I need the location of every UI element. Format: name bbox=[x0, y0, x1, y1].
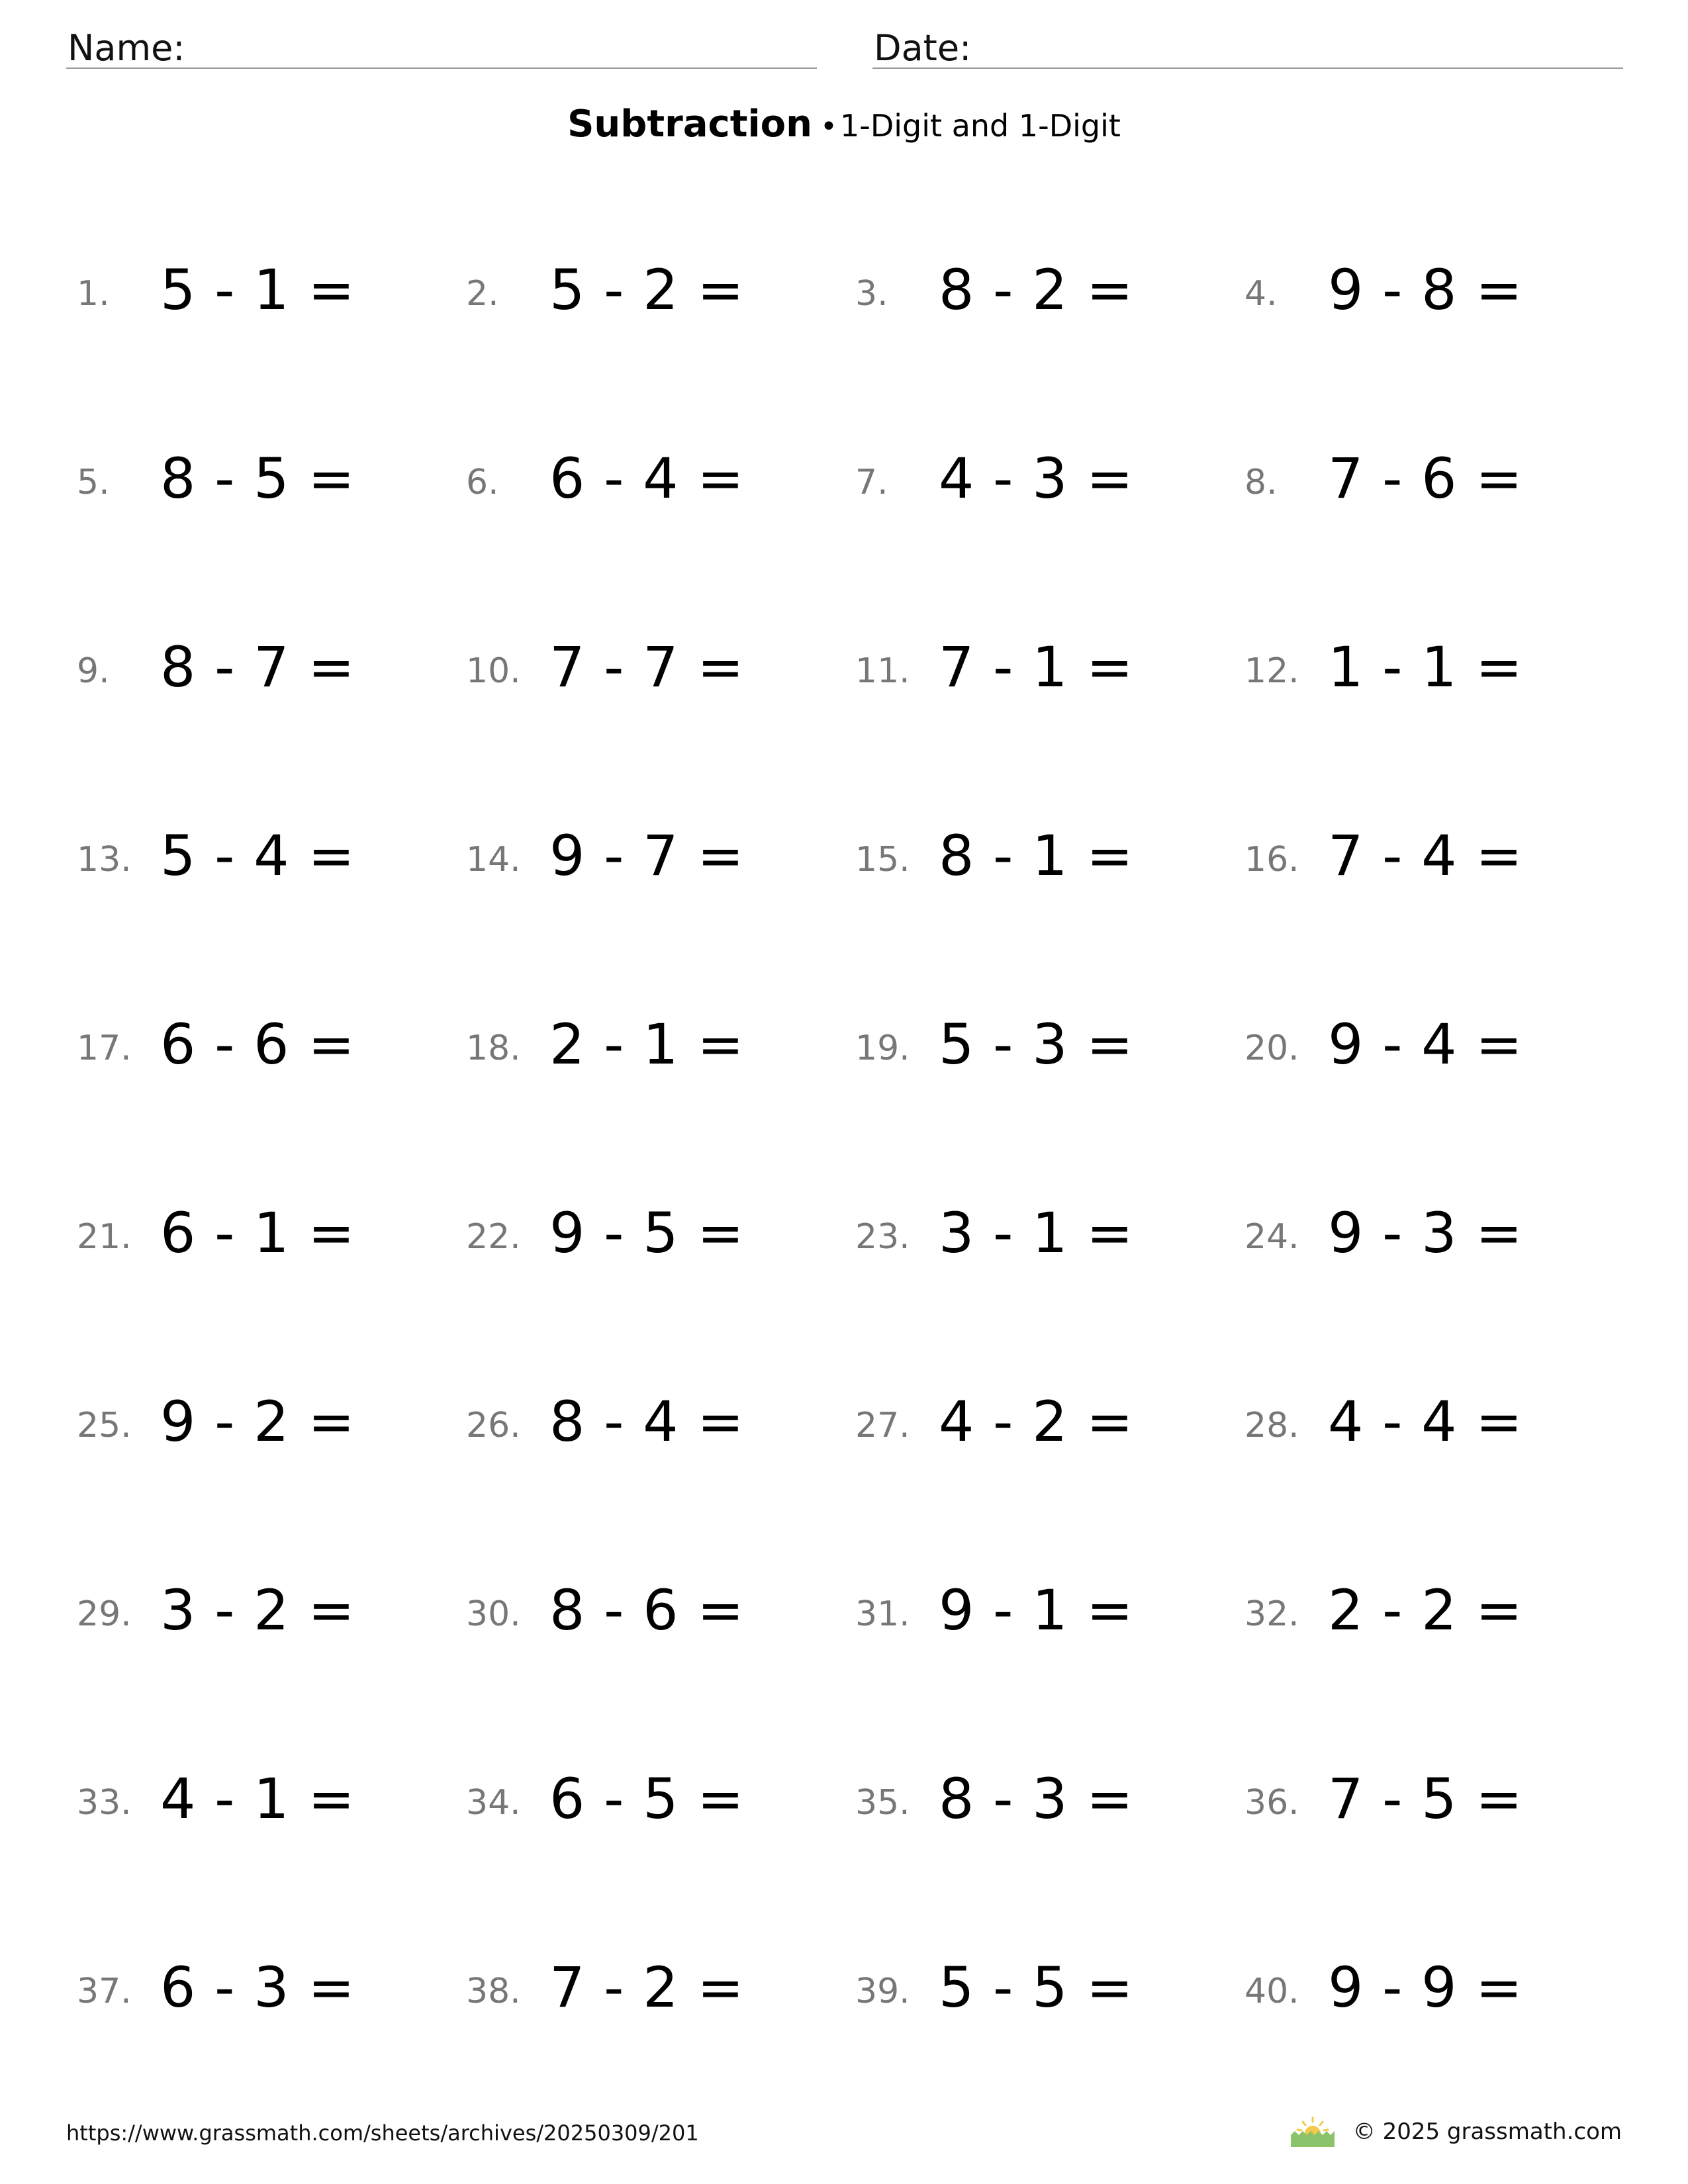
problem-item bbox=[466, 222, 855, 411]
worksheet-title bbox=[0, 103, 1688, 146]
problem-item bbox=[466, 1165, 855, 1354]
sun-over-grass-icon bbox=[1289, 2115, 1336, 2148]
title-separator: • bbox=[820, 110, 837, 144]
problem-expression: 6 - 1 = bbox=[160, 1201, 355, 1265]
problem-number: 26. bbox=[466, 1406, 521, 1445]
problem-number: 24. bbox=[1244, 1217, 1299, 1257]
problem-item bbox=[855, 1165, 1244, 1354]
problem-item bbox=[77, 1165, 466, 1354]
problem-number: 23. bbox=[855, 1217, 910, 1257]
problem-number: 2. bbox=[466, 274, 499, 314]
problem-item bbox=[1244, 977, 1634, 1165]
problem-number: 15. bbox=[855, 840, 910, 880]
problem-number: 16. bbox=[1244, 840, 1299, 880]
date-field[interactable] bbox=[872, 20, 1623, 69]
problem-number: 20. bbox=[1244, 1028, 1299, 1068]
problem-expression: 8 - 1 = bbox=[939, 823, 1134, 888]
problem-item bbox=[855, 600, 1244, 788]
problem-item bbox=[77, 1920, 466, 2109]
footer-brand bbox=[1289, 2115, 1622, 2148]
problem-expression: 9 - 1 = bbox=[939, 1578, 1134, 1643]
name-field[interactable] bbox=[66, 20, 817, 69]
problem-expression: 7 - 4 = bbox=[1328, 823, 1523, 888]
problem-number: 36. bbox=[1244, 1783, 1299, 1823]
problem-item bbox=[466, 600, 855, 788]
problem-number: 4. bbox=[1244, 274, 1278, 314]
problem-number: 31. bbox=[855, 1594, 910, 1634]
problem-number: 21. bbox=[77, 1217, 132, 1257]
problem-number: 1. bbox=[77, 274, 110, 314]
problem-number: 12. bbox=[1244, 651, 1299, 691]
problem-expression: 9 - 5 = bbox=[549, 1201, 745, 1265]
name-label: Name: bbox=[68, 27, 185, 69]
problem-expression: 9 - 4 = bbox=[1328, 1012, 1523, 1077]
problem-item bbox=[77, 977, 466, 1165]
problem-expression: 5 - 5 = bbox=[939, 1955, 1134, 2020]
problem-item bbox=[855, 1731, 1244, 1920]
problem-item bbox=[77, 222, 466, 411]
problem-expression: 8 - 6 = bbox=[549, 1578, 745, 1643]
problem-item bbox=[466, 788, 855, 977]
problem-expression: 9 - 2 = bbox=[160, 1389, 355, 1454]
problem-expression: 4 - 2 = bbox=[939, 1389, 1134, 1454]
problem-item bbox=[77, 1731, 466, 1920]
problem-number: 25. bbox=[77, 1406, 132, 1445]
problem-expression: 6 - 4 = bbox=[549, 446, 745, 511]
problem-item bbox=[855, 1354, 1244, 1543]
problem-expression: 2 - 2 = bbox=[1328, 1578, 1523, 1643]
problem-item bbox=[466, 411, 855, 600]
problem-number: 18. bbox=[466, 1028, 521, 1068]
problem-expression: 8 - 7 = bbox=[160, 635, 355, 700]
problem-item bbox=[466, 1731, 855, 1920]
footer-url[interactable]: https://www.grassmath.com/sheets/archives/20250309/201 bbox=[66, 2120, 699, 2146]
problem-item bbox=[466, 1543, 855, 1731]
problem-item bbox=[855, 222, 1244, 411]
problem-item bbox=[466, 1920, 855, 2109]
problem-number: 7. bbox=[855, 463, 888, 502]
problem-number: 30. bbox=[466, 1594, 521, 1634]
problem-expression: 5 - 3 = bbox=[939, 1012, 1134, 1077]
title-main: Subtraction bbox=[567, 103, 813, 146]
problem-expression: 8 - 3 = bbox=[939, 1766, 1134, 1831]
problem-expression: 5 - 2 = bbox=[549, 257, 745, 322]
problem-number: 29. bbox=[77, 1594, 132, 1634]
problem-expression: 2 - 1 = bbox=[549, 1012, 745, 1077]
problem-item bbox=[466, 1354, 855, 1543]
problem-expression: 3 - 2 = bbox=[160, 1578, 355, 1643]
copyright-text: © 2025 grassmath.com bbox=[1352, 2118, 1622, 2145]
problem-number: 37. bbox=[77, 1972, 132, 2011]
problem-item bbox=[466, 977, 855, 1165]
problem-expression: 1 - 1 = bbox=[1328, 635, 1523, 700]
problem-expression: 7 - 5 = bbox=[1328, 1766, 1523, 1831]
problem-expression: 8 - 2 = bbox=[939, 257, 1134, 322]
problem-number: 8. bbox=[1244, 463, 1278, 502]
problem-number: 14. bbox=[466, 840, 521, 880]
problem-item bbox=[1244, 1165, 1634, 1354]
problem-expression: 8 - 4 = bbox=[549, 1389, 745, 1454]
problem-number: 22. bbox=[466, 1217, 521, 1257]
problem-number: 38. bbox=[466, 1972, 521, 2011]
problem-expression: 7 - 6 = bbox=[1328, 446, 1523, 511]
problem-expression: 9 - 8 = bbox=[1328, 257, 1523, 322]
problem-item bbox=[77, 1543, 466, 1731]
problem-item bbox=[1244, 788, 1634, 977]
problem-item bbox=[1244, 222, 1634, 411]
title-subtitle: 1-Digit and 1-Digit bbox=[839, 108, 1121, 144]
problem-item bbox=[1244, 1354, 1634, 1543]
problem-number: 10. bbox=[466, 651, 521, 691]
problem-number: 3. bbox=[855, 274, 888, 314]
problem-item bbox=[855, 1920, 1244, 2109]
problem-item bbox=[77, 600, 466, 788]
problem-number: 6. bbox=[466, 463, 499, 502]
problem-number: 33. bbox=[77, 1783, 132, 1823]
problem-number: 27. bbox=[855, 1406, 910, 1445]
problem-number: 40. bbox=[1244, 1972, 1299, 2011]
problem-expression: 7 - 1 = bbox=[939, 635, 1134, 700]
problem-number: 13. bbox=[77, 840, 132, 880]
problem-expression: 4 - 3 = bbox=[939, 446, 1134, 511]
date-label: Date: bbox=[874, 27, 972, 69]
problem-number: 32. bbox=[1244, 1594, 1299, 1634]
problem-expression: 5 - 1 = bbox=[160, 257, 355, 322]
problem-expression: 9 - 9 = bbox=[1328, 1955, 1523, 2020]
problem-expression: 6 - 6 = bbox=[160, 1012, 355, 1077]
problem-expression: 5 - 4 = bbox=[160, 823, 355, 888]
problem-item bbox=[1244, 1731, 1634, 1920]
problem-item bbox=[1244, 1920, 1634, 2109]
problem-number: 11. bbox=[855, 651, 910, 691]
problem-item bbox=[77, 1354, 466, 1543]
problem-expression: 6 - 3 = bbox=[160, 1955, 355, 2020]
problem-item bbox=[1244, 1543, 1634, 1731]
problem-expression: 9 - 3 = bbox=[1328, 1201, 1523, 1265]
problem-grid bbox=[0, 222, 1688, 2115]
problem-number: 35. bbox=[855, 1783, 910, 1823]
problem-expression: 6 - 5 = bbox=[549, 1766, 745, 1831]
problem-expression: 3 - 1 = bbox=[939, 1201, 1134, 1265]
problem-item bbox=[855, 788, 1244, 977]
problem-number: 17. bbox=[77, 1028, 132, 1068]
problem-number: 5. bbox=[77, 463, 110, 502]
problem-number: 28. bbox=[1244, 1406, 1299, 1445]
problem-item bbox=[855, 411, 1244, 600]
problem-item bbox=[1244, 411, 1634, 600]
problem-expression: 9 - 7 = bbox=[549, 823, 745, 888]
problem-number: 9. bbox=[77, 651, 110, 691]
problem-expression: 8 - 5 = bbox=[160, 446, 355, 511]
problem-item bbox=[855, 977, 1244, 1165]
problem-number: 19. bbox=[855, 1028, 910, 1068]
problem-item bbox=[1244, 600, 1634, 788]
problem-number: 34. bbox=[466, 1783, 521, 1823]
problem-expression: 4 - 4 = bbox=[1328, 1389, 1523, 1454]
problem-number: 39. bbox=[855, 1972, 910, 2011]
problem-expression: 7 - 2 = bbox=[549, 1955, 745, 2020]
problem-item bbox=[77, 788, 466, 977]
problem-item bbox=[855, 1543, 1244, 1731]
problem-expression: 7 - 7 = bbox=[549, 635, 745, 700]
problem-item bbox=[77, 411, 466, 600]
problem-expression: 4 - 1 = bbox=[160, 1766, 355, 1831]
